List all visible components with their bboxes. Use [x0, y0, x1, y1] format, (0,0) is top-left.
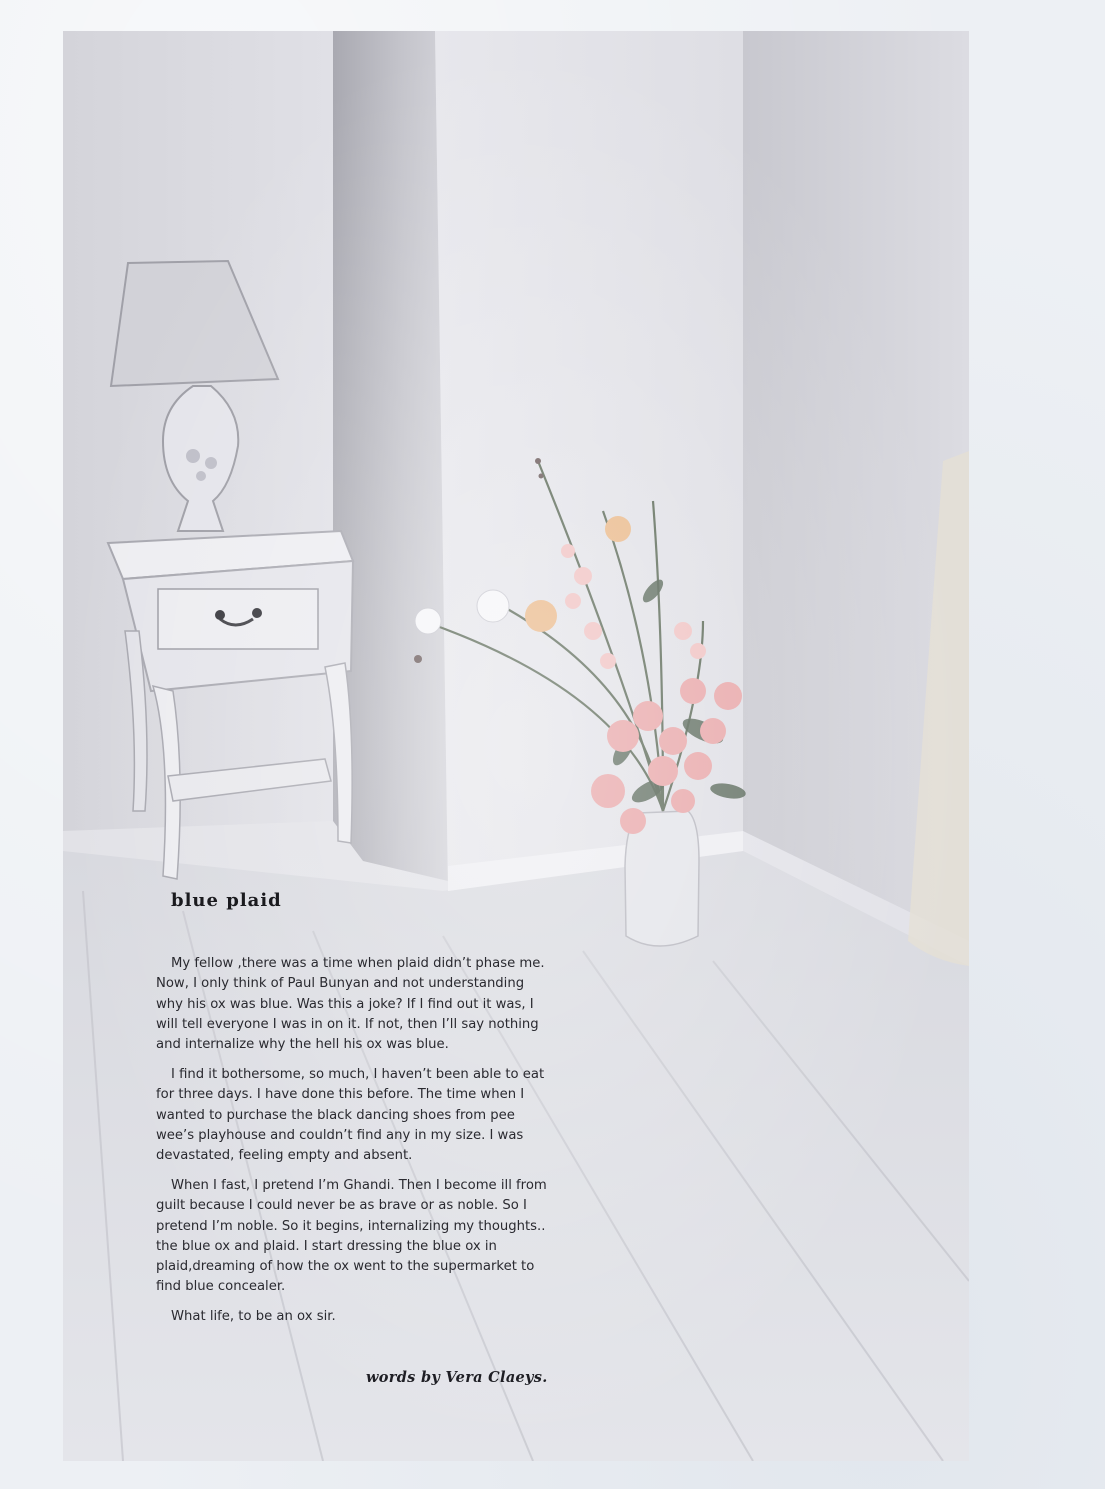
article-title: blue plaid: [171, 890, 282, 911]
article-paragraph: What life, to be an ox sir.: [171, 1309, 336, 1325]
article-paragraph: I find it bothersome, so much, I haven’t been able to eat for three days. I have done this before. The time when I wanted to purchase the black dancing shoes from pee wee’s playhouse and couldn’t find any in my size. I was devastated, feeling empty and absent.: [156, 1066, 545, 1164]
author-byline: words by Vera Claeys.: [366, 1369, 548, 1386]
article-body: [156, 954, 548, 1337]
article-paragraph: When I fast, I pretend I’m Ghandi. Then I become ill from guilt because I could never be as brave or as noble. So I pretend I’m noble. So it begins, internalizing my thoughts.. the blue ox and plaid. I start dressing the blue ox in plaid,dreaming of how the ox went to the supermarket to find blue concealer.: [156, 1177, 547, 1295]
article-paragraph: My fellow ,there was a time when plaid didn’t phase me. Now, I only think of Paul Bunyan and not understanding why his ox was blue. Was this a joke? If I find out it was, I will tell everyone I was in on it. If not, then I’ll say nothing and internalize why the hell his ox was blue.: [156, 956, 545, 1053]
